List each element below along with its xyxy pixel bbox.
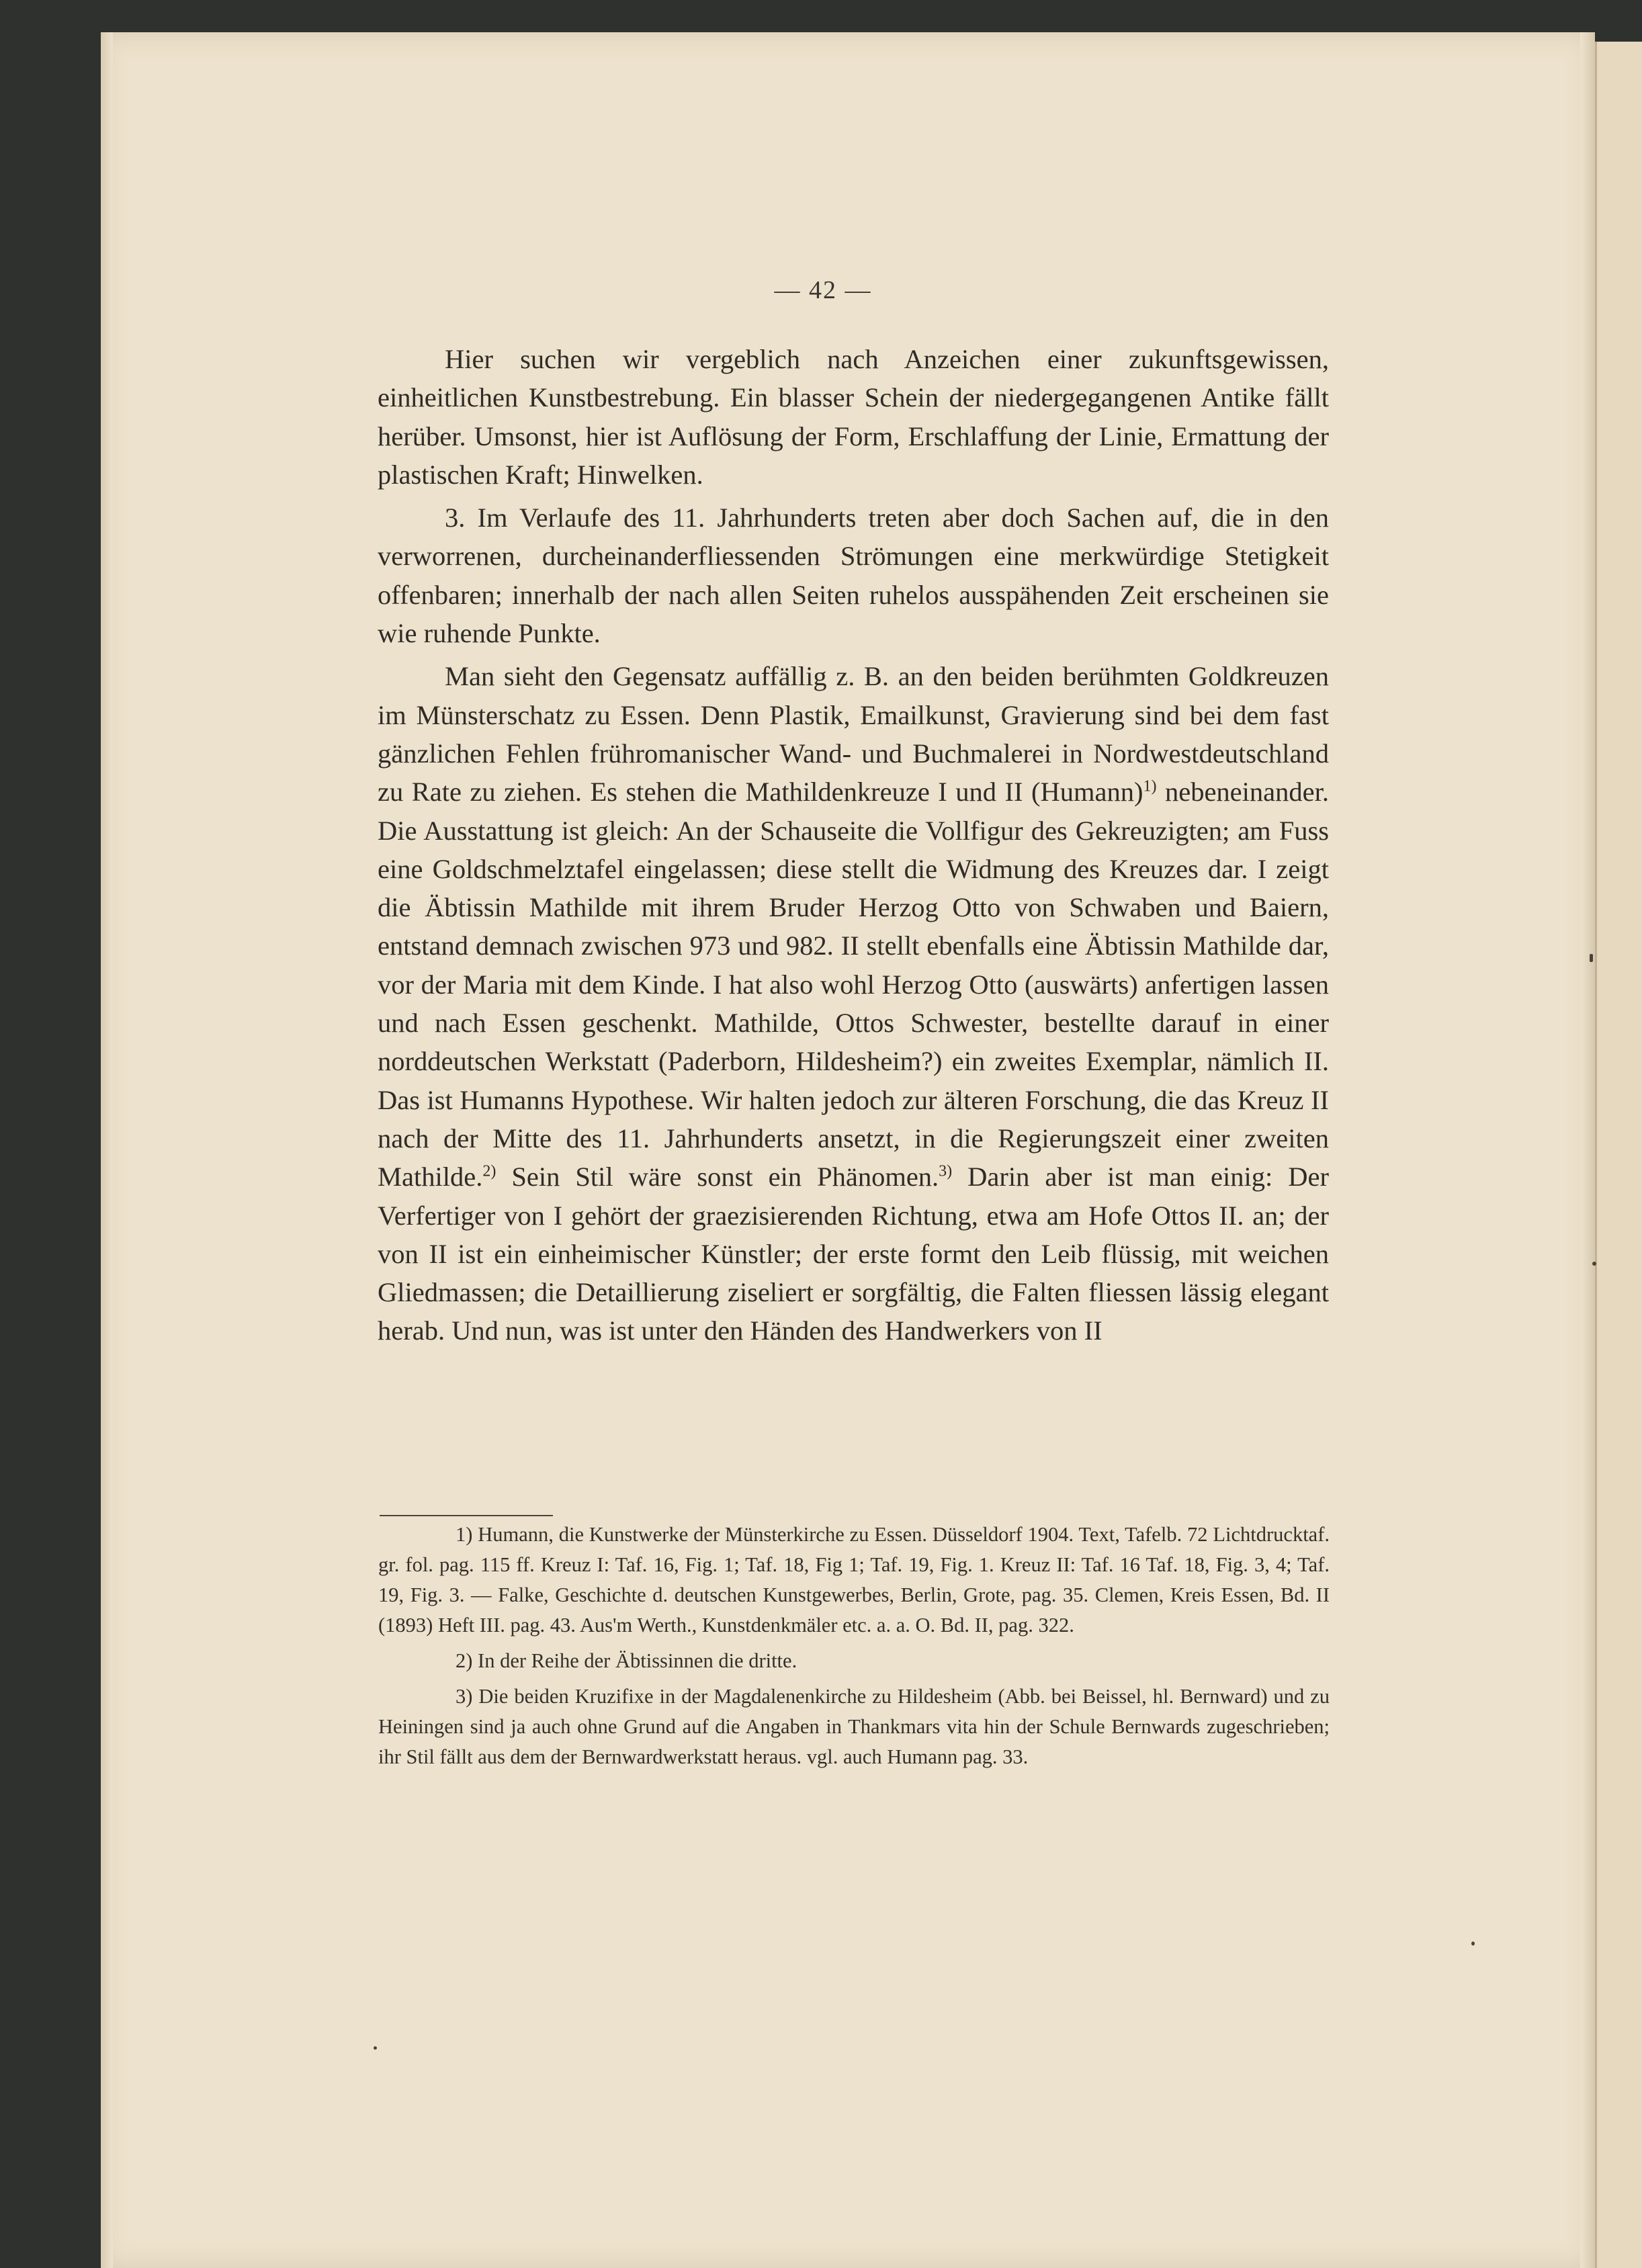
- footnote-3: 3) Die beiden Kruzifixe in der Magdalenenkirche zu Hildesheim (Abb. bei Beissel, hl. Bernward) und zu Heiningen sind ja auch ohne Grund auf die Angaben in Thankmars vita hin der Schule Bernwards zugeschrieben; ihr Stil fällt aus dem der Bernwardwerkstatt heraus. vgl. auch Humann pag. 33.: [378, 1685, 1330, 1768]
- footnote-2: 2) In der Reihe der Äbtissinnen die dritte.: [456, 1649, 797, 1672]
- footnotes: [378, 1520, 1330, 1778]
- footnote-ref-2[interactable]: 2): [482, 1162, 496, 1180]
- footnote-divider: [380, 1515, 553, 1516]
- paper-speck: [1592, 1262, 1596, 1266]
- paragraph-3-text-d: Darin aber ist man einig: Der Verfertiger von I gehört der graezisierenden Richtung, etwa am Hofe Ottos II. an; der von II ist ein einheimischer Künstler; der erste formt den Leib flüssig, mit weichen Gliedmassen; die Detaillierung ziseliert er sorgfältig, die Falten fliessen lässig elegant herab. Und nun, was ist unter den Händen des Handwerkers von II: [378, 1162, 1329, 1346]
- footnote-1: 1) Humann, die Kunstwerke der Münsterkirche zu Essen. Düsseldorf 1904. Text, Tafelb. 72 Lichtdrucktaf. gr. fol. pag. 115 ff. Kreuz I: Taf. 16, Fig. 1; Taf. 18, Fig 1; Taf. 19, Fig. 1. Kreuz II: Taf. 16 Taf. 18, Fig. 3, 4; Taf. 19, Fig. 3. — Falke, Geschichte d. deutschen Kunstgewerbes, Berlin, Grote, pag. 35. Clemen, Kreis Essen, Bd. II (1893) Heft III. pag. 43. Aus'm Werth., Kunstdenkmäler etc. a. a. O. Bd. II, pag. 322.: [378, 1523, 1330, 1637]
- paper-speck: [374, 2046, 377, 2050]
- footnote-ref-1[interactable]: 1): [1143, 777, 1157, 795]
- paper-speck: [1590, 954, 1593, 962]
- paper-speck: [1471, 1942, 1475, 1946]
- paragraph-3: [378, 657, 1329, 1350]
- paragraph-3-text-a: Man sieht den Gegensatz auffällig z. B. an den beiden berühmten Goldkreuzen im Münsterschatz zu Essen. Denn Plastik, Emailkunst, Gravierung sind bei dem fast gänzlichen Fehlen frühromanischer Wand- und Buchmalerei in Nordwestdeutschland zu Rate zu ziehen. Es stehen die Mathildenkreuze I und II (Humann): [378, 661, 1329, 808]
- paragraph-3-text-b: nebeneinander. Die Ausstattung ist gleich: An der Schauseite die Vollfigur des Gekreuzigten; am Fuss eine Goldschmelztafel eingelassen; diese stellt die Widmung des Kreuzes dar. I zeigt die Äbtissin Mathilde mit ihrem Bruder Herzog Otto von Schwaben und Baiern, entstand demnach zwischen 973 und 982. II stellt ebenfalls eine Äbtissin Mathilde dar, vor der Maria mit dem Kinde. I hat also wohl Herzog Otto (auswärts) anfertigen lassen und nach Essen geschenkt. Mathilde, Ottos Schwester, bestellte darauf in einer norddeutschen Werkstatt (Paderborn, Hildesheim?) ein zweites Exemplar, nämlich II. Das ist Humanns Hypothese. Wir halten jedoch zur älteren Forschung, die das Kreuz II nach der Mitte des 11. Jahrhunderts ansetzt, in die Regierungszeit einer zweiten Mathilde.: [378, 777, 1329, 1192]
- adjacent-page-edge: [1595, 42, 1642, 2268]
- page-edge-shadow: [1580, 32, 1595, 2268]
- main-text: [378, 340, 1329, 1355]
- paragraph-1: Hier suchen wir vergeblich nach Anzeichen einer zukunftsgewissen, einheitlichen Kunstbestrebung. Ein blasser Schein der niedergegangenen Antike fällt herüber. Umsonst, hier ist Auflösung der Form, Erschlaffung der Linie, Ermattung der plastischen Kraft; Hinwelken.: [378, 344, 1329, 490]
- footnote-ref-3[interactable]: 3): [939, 1162, 953, 1180]
- page-gutter-shadow: [101, 32, 113, 2268]
- paragraph-3-text-c: Sein Stil wäre sonst ein Phänomen.: [496, 1162, 939, 1192]
- paragraph-2: 3. Im Verlaufe des 11. Jahrhunderts treten aber doch Sachen auf, die in den verworrenen, durcheinanderfliessenden Strömungen eine merkwürdige Stetigkeit offenbaren; innerhalb der nach allen Seiten ruhelos ausspähenden Zeit erscheinen sie wie ruhende Punkte.: [378, 503, 1329, 649]
- page-number: — 42 —: [774, 276, 872, 304]
